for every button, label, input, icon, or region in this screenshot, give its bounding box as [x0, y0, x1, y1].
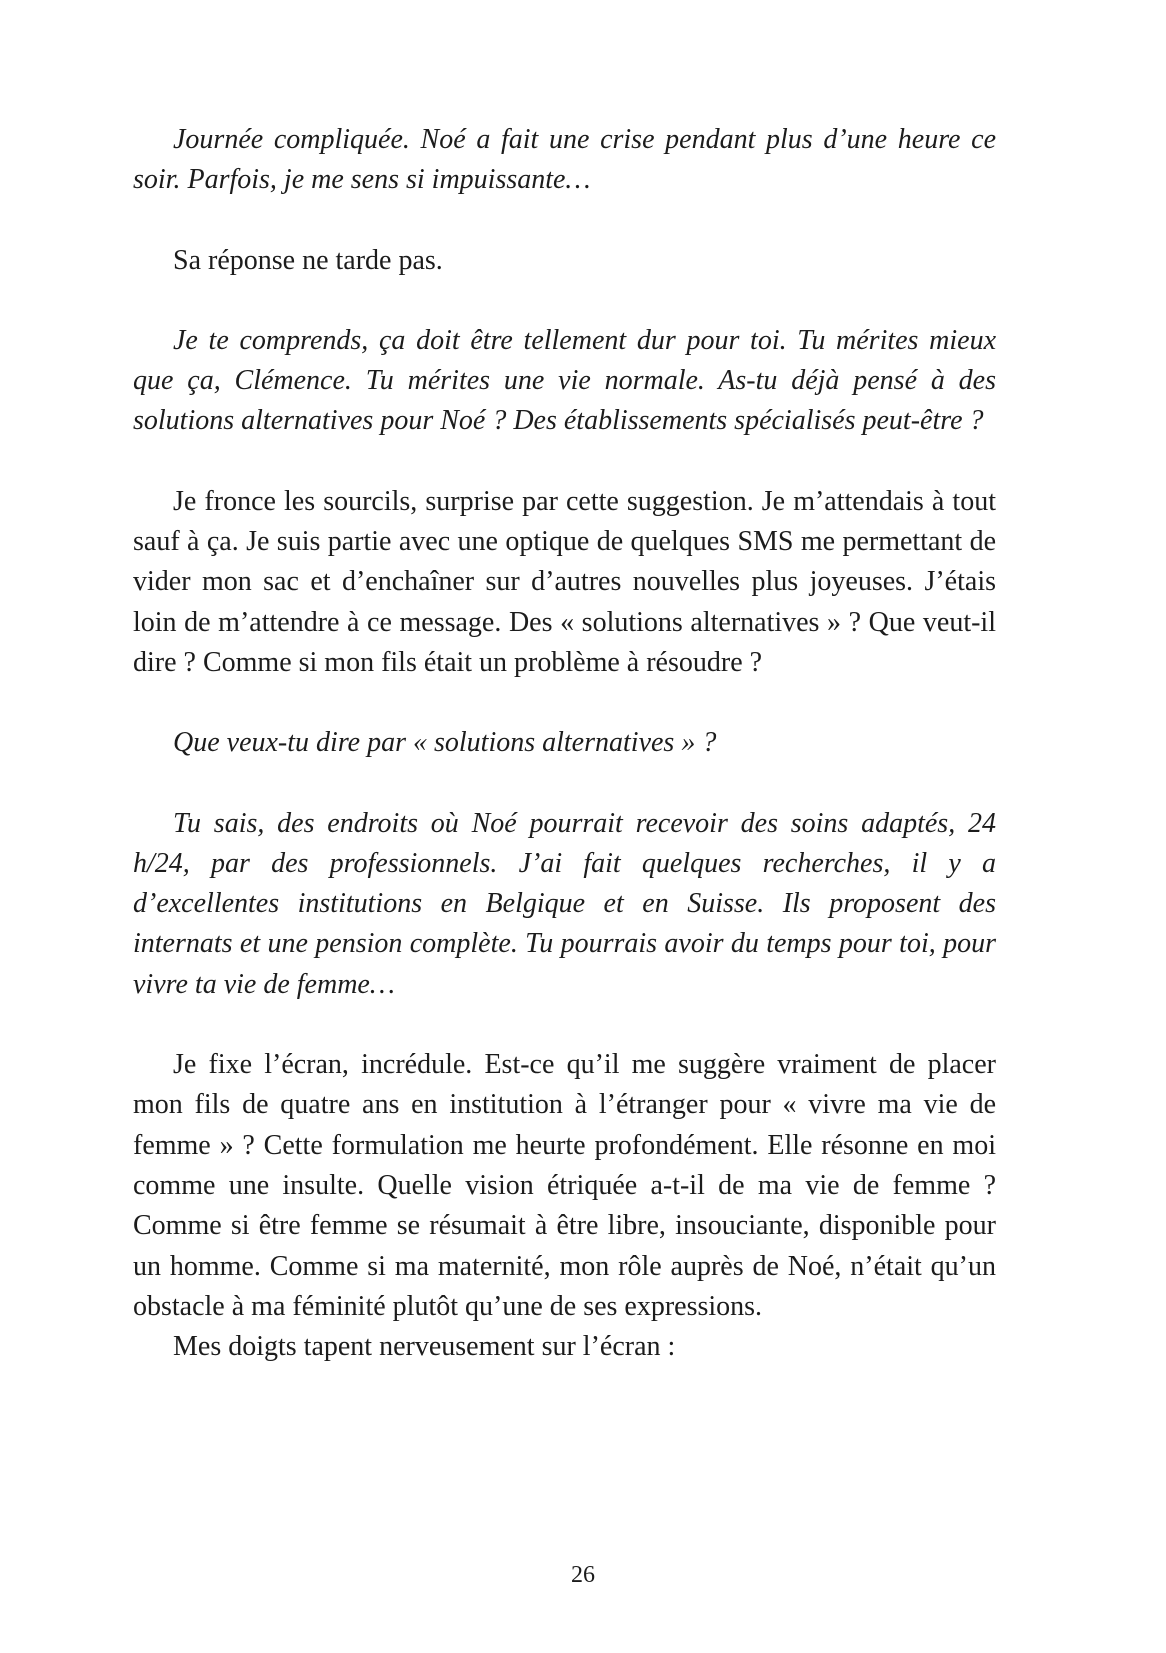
paragraph-gap	[133, 683, 996, 723]
paragraph-message-2: Je te comprends, ça doit être tellement dur pour toi. Tu mérites mieux que ça, Clémence. Tu mérites une vie normale. As-tu déjà pensé à des solutions alternatives pour Noé ? Des établissements spécialisés peut-être ?	[133, 324, 996, 437]
paragraph-gap	[133, 442, 996, 482]
paragraph-narration-4: Mes doigts tapent nerveusement sur l’écran :	[173, 1331, 676, 1363]
paragraph-message-1: Journée compliquée. Noé a fait une crise pendant plus d’une heure ce soir. Parfois, je me sens si impuissante…	[133, 124, 996, 196]
paragraph-gap	[133, 201, 996, 241]
paragraph-gap	[133, 281, 996, 321]
paragraph-gap	[133, 764, 996, 804]
paragraph-narration-2: Je fronce les sourcils, surprise par cette suggestion. Je m’attendais à tout sauf à ça. Je suis partie avec une optique de quelques SMS me permettant de vider mon sac et d’enchaîner sur d’autres nouvelles plus joyeuses. J’étais loin de m’attendre à ce message. Des « solutions alternatives » ? Que veut-il dire ? Comme si mon fils était un problème à résoudre ?	[133, 485, 996, 678]
paragraph-gap	[133, 1005, 996, 1045]
page-body	[133, 120, 996, 1367]
page-number: 26	[571, 1562, 595, 1588]
paragraph-narration-3: Je fixe l’écran, incrédule. Est-ce qu’il me suggère vraiment de placer mon fils de quatre ans en institution à l’étranger pour « vivre ma vie de femme » ? Cette formulation me heurte profondément. Elle résonne en moi comme une insulte. Quelle vision étriquée a-t-il de ma vie de femme ? Comme si être femme se résumait à être libre, insouciante, disponible pour un homme. Comme si ma maternité, mon rôle auprès de Noé, n’était qu’un obstacle à ma féminité plutôt qu’une de ses expressions.	[133, 1049, 996, 1322]
paragraph-message-3: Que veux-tu dire par « solutions alternatives » ?	[173, 727, 717, 759]
paragraph-message-4: Tu sais, des endroits où Noé pourrait recevoir des soins adaptés, 24 h/24, par des professionnels. J’ai fait quelques recherches, il y a d’excellentes institutions en Belgique et en Suisse. Ils proposent des internats et une pension complète. Tu pourrais avoir du temps pour toi, pour vivre ta vie de femme…	[133, 807, 996, 1000]
paragraph-narration-1: Sa réponse ne tarde pas.	[173, 244, 443, 276]
